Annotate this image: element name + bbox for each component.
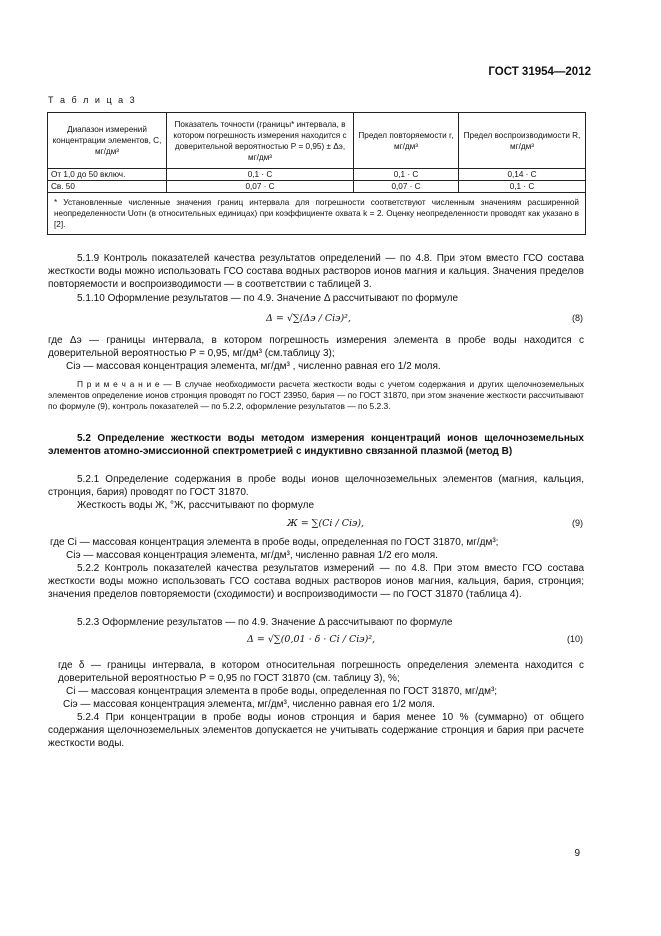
table-cell: 0,07 · С [354,181,459,193]
document-header: ГОСТ 31954—2012 [488,66,591,78]
paragraph-5-1-9: 5.1.9 Контроль показателей качества результатов определений — по 4.8. При этом вместо ГСО состава жесткости воды можно использовать ГСО состава водных растворов ионов магния и кальция. Значения пределов повторяемости и воспроизводимости — в соответствии с таблицей 3. [48,253,584,291]
note-paragraph: П р и м е ч а н и е — В случае необходимости расчета жесткости воды с учетом содержания и других щелочноземельных элементов определение ионов стронция проводят по ГОСТ 23950, бария — по ГОСТ 31870, при этом значение жесткости рассчитывают по формуле (9), контроль показателей — по 5.2.2, оформление результатов — по 5.2.3. [48,379,584,412]
table-cell: 0,07 · С [167,181,354,193]
paragraph-5-2-1: 5.2.1 Определение содержания в пробе воды ионов щелочноземельных элементов (магния, кальция, стронция, бария) проводят по ГОСТ 31870. [48,474,584,499]
definition-ci: где Сi — массовая концентрация элемента в пробе воды, определенная по ГОСТ 31870, мг/дм³; [50,537,499,548]
section-5-2-heading: 5.2 Определение жесткости воды методом измерения концентраций ионов щелочноземельных элементов атомно-эмиссионной спектрометрией с индуктивно связанной плазмой (метод В) [48,433,584,458]
formula-9: Ж = ∑(Сi / Сiэ), [287,518,365,529]
col-header-range: Диапазон измерений концентрации элементов, С, мг/дм³ [48,113,167,169]
table-cell: 0,1 · С [354,169,459,181]
col-header-accuracy: Показатель точности (границы* интервала, в котором погрешность измерения находится с доверительной вероятностью Р = 0,95) ± Δэ, мг/дм³ [167,113,354,169]
table-cell: 0,1 · С [459,181,586,193]
definition-cie: Сiэ — массовая концентрация элемента, мг/дм³ , численно равная его 1/2 моля. [66,361,441,372]
paragraph-5-2-3: 5.2.3 Оформление результатов — по 4.9. Значение Δ рассчитывают по формуле [77,617,453,628]
definition-cie-10: Сiэ — массовая концентрация элемента, мг/дм³, численно равная его 1/2 моля. [63,699,435,710]
page-number: 9 [574,848,580,859]
formula-number-9: (9) [572,518,583,528]
table-cell: 0,1 · С [167,169,354,181]
col-header-reproducibility: Предел воспроизводимости R, мг/дм³ [459,113,586,169]
table-cell: 0,14 · С [459,169,586,181]
table-cell: От 1,0 до 50 включ. [48,169,167,181]
formula-10: Δ = √∑(0,01 · δ · Сi / Сiэ)², [247,634,376,645]
table-cell: Св. 50 [48,181,167,193]
table-caption: Т а б л и ц а 3 [48,95,137,105]
definition-cie-9: Сiэ — массовая концентрация элемента, мг/дм³, численно равная 1/2 его моля. [66,550,438,561]
formula-number-10: (10) [566,634,583,644]
definition-delta-e: где Δэ — границы интервала, в котором погрешность измерения элемента в пробе воды находится с доверительной вероятностью Р = 0,95, мг/дм³ (см.таблицу 3); [48,335,584,359]
paragraph-5-2-4: 5.2.4 При концентрации в пробе воды ионов стронция и бария менее 10 % (суммарно) от общего содержания щелочноземельных элементов допускается не учитывать содержание стронция и бария при расчете жесткости воды. [48,712,584,750]
definition-ci-10: Сi — массовая концентрация элемента в пробе воды, определенная по ГОСТ 31870, мг/дм³; [66,686,498,697]
paragraph-5-1-10: 5.1.10 Оформление результатов — по 4.9. Значение Δ рассчитывают по формуле [77,293,459,304]
definition-delta-rel: где δ — границы интервала, в котором относительная погрешность определения элемента находится с доверительной вероятностью Р = 0,95 по ГОСТ 31870 (см. таблицу 3), %; [58,660,584,684]
table-3 [47,112,586,235]
col-header-repeatability: Предел повторяемости r, мг/дм³ [354,113,459,169]
table-footnote: * Установленные численные значения границ интервала для погрешности соответствуют численным значениям расширенной неопределенности Uотн (в относительных единицах) при коэффициенте охвата k = 2. Оценку неопределенности проводят как указано в [2]. [48,193,586,235]
paragraph-5-2-1-formula-intro: Жесткость воды Ж, °Ж, рассчитывают по формуле [77,500,315,511]
paragraph-5-2-2: 5.2.2 Контроль показателей качества результатов измерений — по 4.8. При этом вместо ГСО состава жесткости воды можно использовать ГСО состава водных растворов ионов магния, кальция, бария, стронция; значения пределов повторяемости (сходимости) и воспроизводимости — по ГОСТ 31870 (таблица 4). [48,563,584,601]
formula-number-8: (8) [572,313,583,323]
formula-8: Δ = √∑(Δэ / Сiэ)², [266,313,351,324]
